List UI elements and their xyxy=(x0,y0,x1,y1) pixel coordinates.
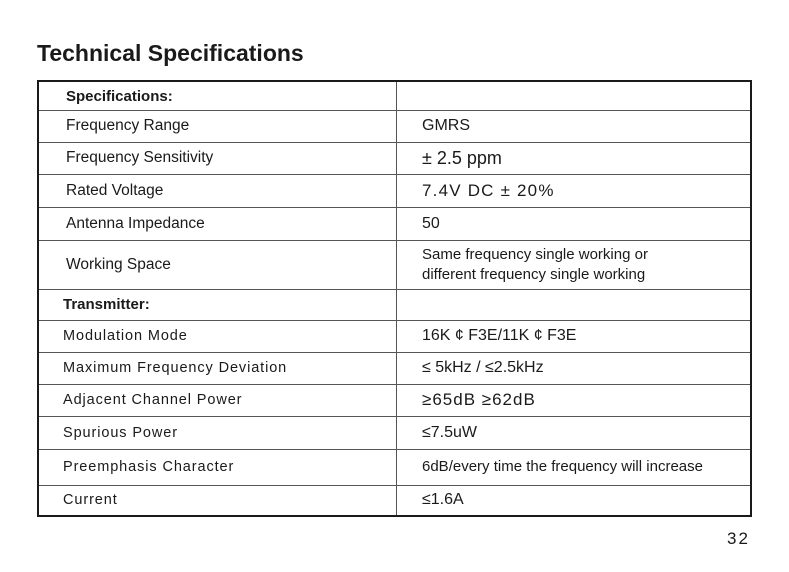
page-title: Technical Specifications xyxy=(37,40,304,66)
row-label: Antenna Impedance xyxy=(66,214,205,232)
row-value: 6dB/every time the frequency will increase xyxy=(422,458,703,475)
row-value: ≤7.5uW xyxy=(422,423,478,441)
row-label: Frequency Range xyxy=(66,117,190,134)
row-value: 7.4V DC ± 20% xyxy=(422,180,555,200)
row-label: Spurious Power xyxy=(63,424,178,441)
row-value: ≤1.6A xyxy=(422,491,464,508)
row-value: ± 2.5 ppm xyxy=(422,148,502,168)
row-value: 16K ¢ F3E/11K ¢ F3E xyxy=(422,327,577,344)
row-value: GMRS xyxy=(422,117,470,134)
table-row xyxy=(39,485,750,515)
row-label: Frequency Sensitivity xyxy=(66,149,214,166)
page-number: 32 xyxy=(727,529,750,548)
table-row xyxy=(39,352,750,385)
row-value xyxy=(422,240,752,289)
table-row xyxy=(39,207,750,241)
row-label: Preemphasis Character xyxy=(63,459,235,475)
row-label: Modulation Mode xyxy=(63,328,188,344)
table-row xyxy=(39,240,750,290)
row-value-line: Same frequency single working or xyxy=(422,245,648,263)
row-label: Adjacent Channel Power xyxy=(63,392,243,408)
table-row xyxy=(39,384,750,417)
section-label: Transmitter: xyxy=(63,296,150,313)
row-label: Working Space xyxy=(66,255,171,273)
section-header-specifications xyxy=(39,82,750,111)
row-label: Current xyxy=(63,492,118,508)
row-label: Maximum Frequency Deviation xyxy=(63,360,288,376)
row-value: ≤ 5kHz / ≤2.5kHz xyxy=(422,359,544,376)
table-row xyxy=(39,320,750,353)
row-value-line: different frequency single working xyxy=(422,265,646,283)
section-header-transmitter xyxy=(39,289,750,321)
spec-table xyxy=(37,80,752,517)
table-row xyxy=(39,110,750,143)
table-row xyxy=(39,449,750,486)
row-value: 50 xyxy=(422,214,440,232)
table-row xyxy=(39,416,750,450)
row-value: ≥65dB ≥62dB xyxy=(422,390,536,409)
row-label: Rated Voltage xyxy=(66,181,164,199)
section-label: Specifications: xyxy=(66,87,173,105)
table-row xyxy=(39,142,750,175)
table-row xyxy=(39,174,750,208)
